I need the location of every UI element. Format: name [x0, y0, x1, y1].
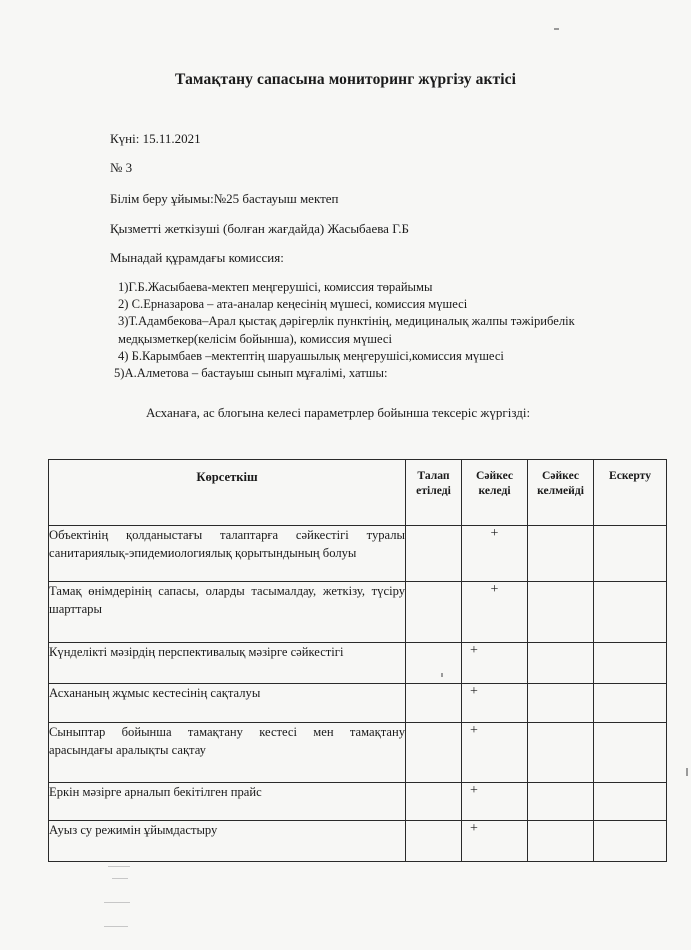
scan-artifact — [108, 866, 130, 867]
note-cell — [594, 526, 667, 582]
note-cell — [594, 684, 667, 723]
noncompliant-cell — [528, 643, 594, 684]
indicator-cell: Тамақ өнімдерінің сапасы, оларды тасымалдау, жеткізу, түсіру шарттары — [49, 582, 406, 643]
required-cell — [406, 526, 462, 582]
note-cell — [594, 723, 667, 783]
noncompliant-cell — [528, 723, 594, 783]
scan-artifact — [104, 902, 130, 903]
noncompliant-cell — [528, 582, 594, 643]
header-required: Талап етіледі — [406, 460, 462, 526]
commission-member: 5)А.Алметова – бастауыш сынып мұғалімі, хатшы: — [114, 366, 388, 381]
table-row — [49, 643, 667, 684]
required-cell — [406, 684, 462, 723]
organization: Білім беру ұйымы:№25 бастауыш мектеп — [110, 191, 339, 206]
commission-member: 2) С.Ерназарова – ата-аналар кеңесінің мүшесі, комиссия мүшесі — [118, 297, 468, 312]
commission-member: 3)Т.Адамбекова–Арал қыстақ дәрігерлік пунктінің, медициналық жалпы тәжірибелік медқызметкер(келісім бойынша), комиссия мүшесі — [118, 314, 575, 346]
header-indicator: Көрсеткіш — [49, 460, 406, 526]
required-cell — [406, 821, 462, 862]
document-title: Тамақтану сапасына мониторинг жүргізу актісі — [175, 71, 516, 88]
inspection-table — [48, 459, 667, 862]
compliant-cell: + — [462, 821, 528, 862]
compliant-cell: + — [462, 582, 528, 643]
indicator-cell: Еркін мәзірге арналып бекітілген прайс — [49, 783, 406, 821]
indicator-cell: Асхананың жұмыс кестесінің сақталуы — [49, 684, 406, 723]
noncompliant-cell — [528, 821, 594, 862]
required-cell — [406, 783, 462, 821]
table-header-row — [49, 460, 667, 526]
compliant-cell: + — [462, 526, 528, 582]
note-cell — [594, 783, 667, 821]
inspection-intro: Асханаға, ас блогына келесі параметрлер бойынша тексеріс жүргізді: — [146, 405, 531, 420]
compliant-cell: + — [462, 723, 528, 783]
commission-list — [114, 279, 658, 382]
compliant-cell: + — [462, 643, 528, 684]
indicator-cell: Объектінің қолданыстағы талаптарға сәйкестігі туралы санитариялық-эпидемиологиялық қорытындының болуы — [49, 526, 406, 582]
table-row — [49, 821, 667, 862]
noncompliant-cell — [528, 526, 594, 582]
note-cell — [594, 643, 667, 684]
compliant-cell: + — [462, 783, 528, 821]
table-row — [49, 723, 667, 783]
header-note: Ескерту — [594, 460, 667, 526]
scan-artifact — [112, 878, 128, 879]
scan-artifact — [554, 28, 559, 30]
note-cell — [594, 821, 667, 862]
table-row — [49, 783, 667, 821]
act-date: Күні: 15.11.2021 — [110, 131, 201, 146]
noncompliant-cell — [528, 684, 594, 723]
act-number: № 3 — [110, 160, 133, 175]
commission-member: 1)Г.Б.Жасыбаева-мектеп меңгерушісі, комиссия төрайымы — [118, 280, 433, 294]
required-cell — [406, 723, 462, 783]
table-row — [49, 526, 667, 582]
table-row — [49, 684, 667, 723]
table-row — [49, 582, 667, 643]
scan-artifact — [686, 768, 688, 776]
compliant-cell: + — [462, 684, 528, 723]
required-cell — [406, 582, 462, 643]
scan-artifact — [104, 926, 128, 927]
commission-member: 4) Б.Карымбаев –мектептің шаруашылық меңгерушісі,комиссия мүшесі — [118, 348, 504, 363]
required-cell — [406, 643, 462, 684]
commission-heading: Мынадай құрамдағы комиссия: — [110, 250, 284, 265]
note-cell — [594, 582, 667, 643]
indicator-cell: Күнделікті мәзірдің перспективалық мәзірге сәйкестігі — [49, 643, 406, 684]
indicator-cell: Сыныптар бойынша тамақтану кестесі мен тамақтану арасындағы аралықты сақтау — [49, 723, 406, 783]
header-compliant: Сәйкес келеді — [462, 460, 528, 526]
header-noncompliant: Сәйкес келмейді — [528, 460, 594, 526]
supplier: Қызметті жеткізуші (болған жағдайда) Жасыбаева Г.Б — [110, 221, 409, 236]
indicator-cell: Ауыз су режимін ұйымдастыру — [49, 821, 406, 862]
scan-artifact — [441, 673, 443, 677]
noncompliant-cell — [528, 783, 594, 821]
